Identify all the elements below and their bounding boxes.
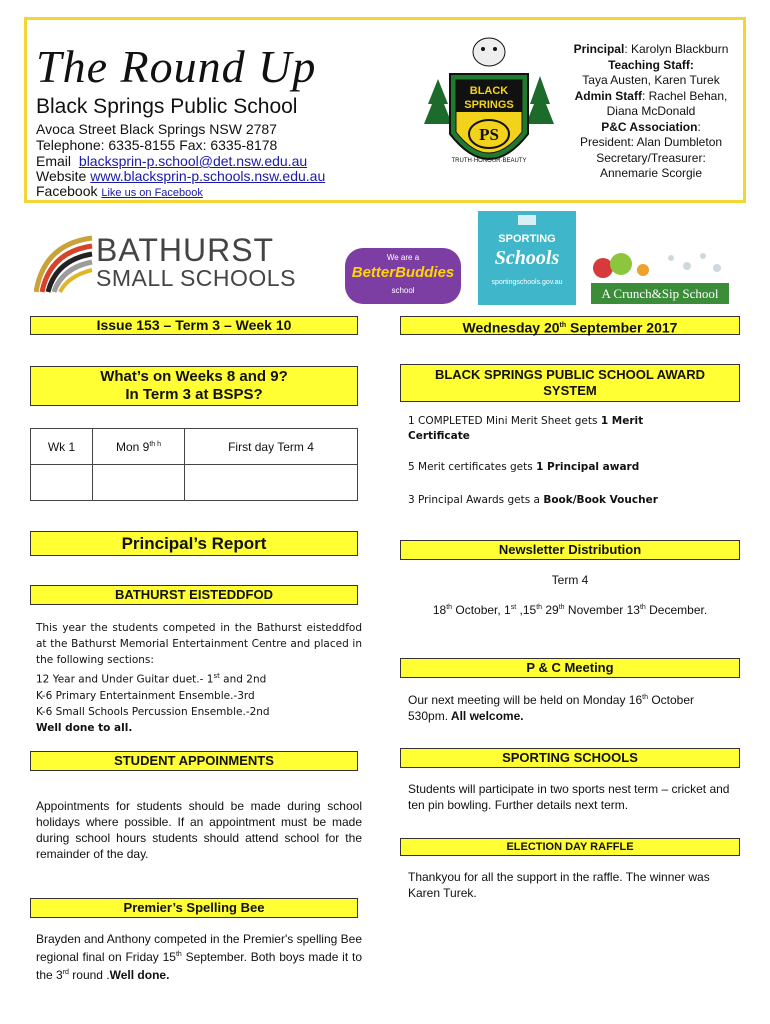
award-line2-bold: 1 Principal award bbox=[536, 461, 640, 473]
date-sup: th bbox=[559, 322, 567, 329]
pc-meeting-text bbox=[408, 690, 740, 724]
election-raffle-heading: ELECTION DAY RAFFLE bbox=[400, 838, 740, 856]
bb-top: We are a bbox=[386, 253, 420, 262]
issue-banner: Issue 153 – Term 3 – Week 10 bbox=[30, 316, 358, 335]
eisteddfod-item3: K-6 Small Schools Percussion Ensemble.-2nd bbox=[36, 705, 270, 718]
spelling-bee-text bbox=[36, 931, 362, 983]
pc-association-label: P&C Association bbox=[601, 119, 698, 134]
pc-president: President: Alan Dumbleton bbox=[579, 135, 723, 149]
day-cell bbox=[93, 465, 185, 501]
spelling-text2: September. Both boys made it to the 3 bbox=[36, 950, 362, 982]
date-text: October, 1 bbox=[452, 603, 511, 617]
eisteddfod-item1-sup: st bbox=[213, 672, 220, 680]
award-line2 bbox=[408, 460, 639, 475]
crest-icon bbox=[518, 215, 536, 225]
facebook-label: Facebook bbox=[36, 183, 98, 199]
whats-on-heading bbox=[30, 366, 358, 406]
spelling-sup2: rd bbox=[62, 969, 69, 976]
admin-staff-label: Admin Staff bbox=[574, 88, 642, 103]
sp-url: sportingschools.gov.au bbox=[491, 279, 563, 286]
school-address: Avoca Street Black Springs NSW 2787 bbox=[36, 121, 277, 137]
school-email-line bbox=[36, 153, 307, 169]
eisteddfod-item1-post: and 2nd bbox=[219, 673, 267, 686]
bss-line2: SMALL SCHOOLS bbox=[96, 265, 296, 291]
eisteddfod-heading: BATHURST EISTEDDFOD bbox=[30, 585, 358, 605]
election-raffle-text: Thankyou for all the support in the raffle. The winner was Karen Turek. bbox=[408, 870, 710, 900]
staff-list: Principal: Karolyn Blackburn Teaching Staff: Taya Austen, Karen Turek Admin Staff: Rachel Behan, Diana McDonald P&C Association: President: Alan Dumbleton Secretary/Treasurer: Annemarie Scorgie bbox=[566, 42, 736, 182]
sporting-schools-logo bbox=[478, 211, 576, 305]
date-sup: th bbox=[639, 604, 646, 611]
date-banner bbox=[400, 316, 740, 335]
spelling-text3: round . bbox=[68, 968, 110, 982]
website-link[interactable]: www.blacksprin-p.schools.nsw.edu.au bbox=[90, 168, 326, 184]
newsletter-dates bbox=[400, 600, 740, 618]
day-cell bbox=[93, 429, 185, 465]
crunch-sip-text: A Crunch&Sip School bbox=[591, 283, 729, 304]
day-text: Mon 9 bbox=[115, 439, 150, 454]
week-cell: Wk 1 bbox=[31, 429, 93, 465]
table-row bbox=[31, 429, 358, 465]
email-label: Email bbox=[36, 153, 72, 169]
award-line1-bold: 1 Merit bbox=[600, 415, 644, 427]
date-sup: st bbox=[510, 604, 517, 611]
teaching-staff-names: Taya Austen, Karen Turek bbox=[582, 73, 720, 87]
date-text: December. bbox=[645, 603, 708, 617]
date-text: 18 bbox=[432, 603, 447, 617]
facebook-line bbox=[36, 183, 203, 201]
whats-on-title2: In Term 3 at BSPS? bbox=[125, 386, 263, 403]
pc-meeting-time: 530pm. bbox=[408, 709, 449, 723]
award-line3-bold: Book/Book Voucher bbox=[543, 494, 658, 506]
school-website-line bbox=[36, 168, 325, 184]
principals-report-heading: Principal’s Report bbox=[30, 531, 358, 556]
date-text: 29 bbox=[542, 603, 559, 617]
bss-line1: BATHURST bbox=[96, 232, 275, 268]
event-cell bbox=[185, 465, 358, 501]
spelling-well-done: Well done. bbox=[109, 968, 170, 982]
eisteddfod-text bbox=[36, 620, 362, 736]
spelling-bee-heading: Premier’s Spelling Bee bbox=[30, 898, 358, 918]
date-text: November 13 bbox=[564, 603, 640, 617]
award-line2-text: 5 Merit certificates gets bbox=[408, 461, 537, 473]
student-appointments-text: Appointments for students should be made during school holidays where possible. If an appointment must be made during school hours students should attend school for the remainder of the day. bbox=[36, 799, 362, 861]
event-cell: First day Term 4 bbox=[185, 429, 358, 465]
newsletter-term: Term 4 bbox=[551, 573, 589, 587]
award-title1: BLACK SPRINGS PUBLIC SCHOOL AWARD bbox=[434, 367, 706, 382]
spelling-text1: Brayden and Anthony competed in the Premier's spelling Bee regional final on Friday 15 bbox=[36, 932, 362, 964]
crest-motto: TRUTH·HONOUR·BEAUTY bbox=[451, 158, 527, 164]
student-appointments-heading: STUDENT APPOINMENTS bbox=[30, 751, 358, 771]
pc-meeting-sup: th bbox=[642, 694, 648, 701]
pc-secretary-label: Secretary/Treasurer: bbox=[596, 150, 706, 165]
principal-label: Principal bbox=[573, 42, 625, 56]
principal-name: : Karolyn Blackburn bbox=[624, 42, 729, 56]
bb-main: BetterBuddies bbox=[351, 264, 455, 281]
date-text: ,15 bbox=[516, 603, 537, 617]
eisteddfod-intro: This year the students competed in the Bathurst eisteddfod at the Bathurst Memorial Entertainment Centre and placed in the following sections: bbox=[36, 622, 362, 666]
school-crest-logo bbox=[420, 34, 558, 184]
pc-meeting-pre: Our next meeting will be held on Monday 16 bbox=[408, 693, 643, 707]
table-row bbox=[31, 465, 358, 501]
pc-meeting-welcome: All welcome. bbox=[448, 709, 524, 723]
spelling-sup1: th bbox=[175, 951, 182, 958]
website-label: Website bbox=[36, 168, 87, 184]
bb-bottom: school bbox=[391, 286, 415, 295]
award-system-heading bbox=[400, 364, 740, 402]
email-link[interactable]: blacksprin-p.school@det.nsw.edu.au bbox=[78, 153, 308, 169]
eisteddfod-item2: K-6 Primary Entertainment Ensemble.-3rd bbox=[36, 689, 255, 702]
whats-on-table bbox=[30, 428, 358, 501]
admin-staff-names: : Rachel Behan, Diana McDonald bbox=[606, 88, 728, 118]
sp-line1: SPORTING bbox=[498, 233, 556, 245]
pc-secretary-name: Annemarie Scorgie bbox=[599, 166, 703, 180]
school-phone: Telephone: 6335-8155 Fax: 6335-8178 bbox=[36, 137, 278, 153]
award-line3-text: 3 Principal Awards gets a bbox=[408, 494, 544, 506]
whats-on-title1: What’s on Weeks 8 and 9? bbox=[100, 368, 288, 385]
facebook-link[interactable]: Like us on Facebook bbox=[101, 187, 203, 199]
date-sup: th bbox=[558, 604, 565, 611]
eisteddfod-item1: 12 Year and Under Guitar duet.- 1 bbox=[36, 673, 214, 686]
sp-line2: Schools bbox=[494, 247, 560, 269]
award-title2: SYSTEM bbox=[543, 383, 597, 398]
sporting-schools-heading: SPORTING SCHOOLS bbox=[400, 748, 740, 768]
crest-initials: PS bbox=[479, 125, 499, 144]
eisteddfod-closing: Well done to all. bbox=[36, 721, 133, 734]
award-line1 bbox=[408, 414, 738, 444]
week-cell bbox=[31, 465, 93, 501]
date-sup: th bbox=[536, 604, 543, 611]
pc-meeting-post: October bbox=[647, 693, 695, 707]
award-line1-text: 1 COMPLETED Mini Merit Sheet gets bbox=[408, 415, 601, 427]
sporting-schools-text: Students will participate in two sports nest term – cricket and ten pin bowling. Further details next term. bbox=[408, 782, 730, 812]
date-post: September 2017 bbox=[566, 319, 678, 336]
award-line1-bold2: Certificate bbox=[408, 430, 470, 442]
newsletter-distribution-heading: Newsletter Distribution bbox=[400, 540, 740, 560]
day-sup: th h bbox=[149, 440, 162, 448]
better-buddies-logo bbox=[345, 248, 461, 304]
crest-line2: SPRINGS bbox=[464, 99, 514, 111]
award-line3 bbox=[408, 493, 658, 508]
school-name: Black Springs Public School bbox=[36, 95, 298, 118]
crest-line1: BLACK bbox=[469, 85, 509, 97]
date-pre: Wednesday 20 bbox=[462, 319, 560, 336]
date-sup: th bbox=[446, 604, 453, 611]
pc-meeting-heading: P & C Meeting bbox=[400, 658, 740, 678]
newsletter-title: The Round Up bbox=[36, 41, 317, 92]
teaching-staff-label: Teaching Staff: bbox=[608, 57, 694, 72]
